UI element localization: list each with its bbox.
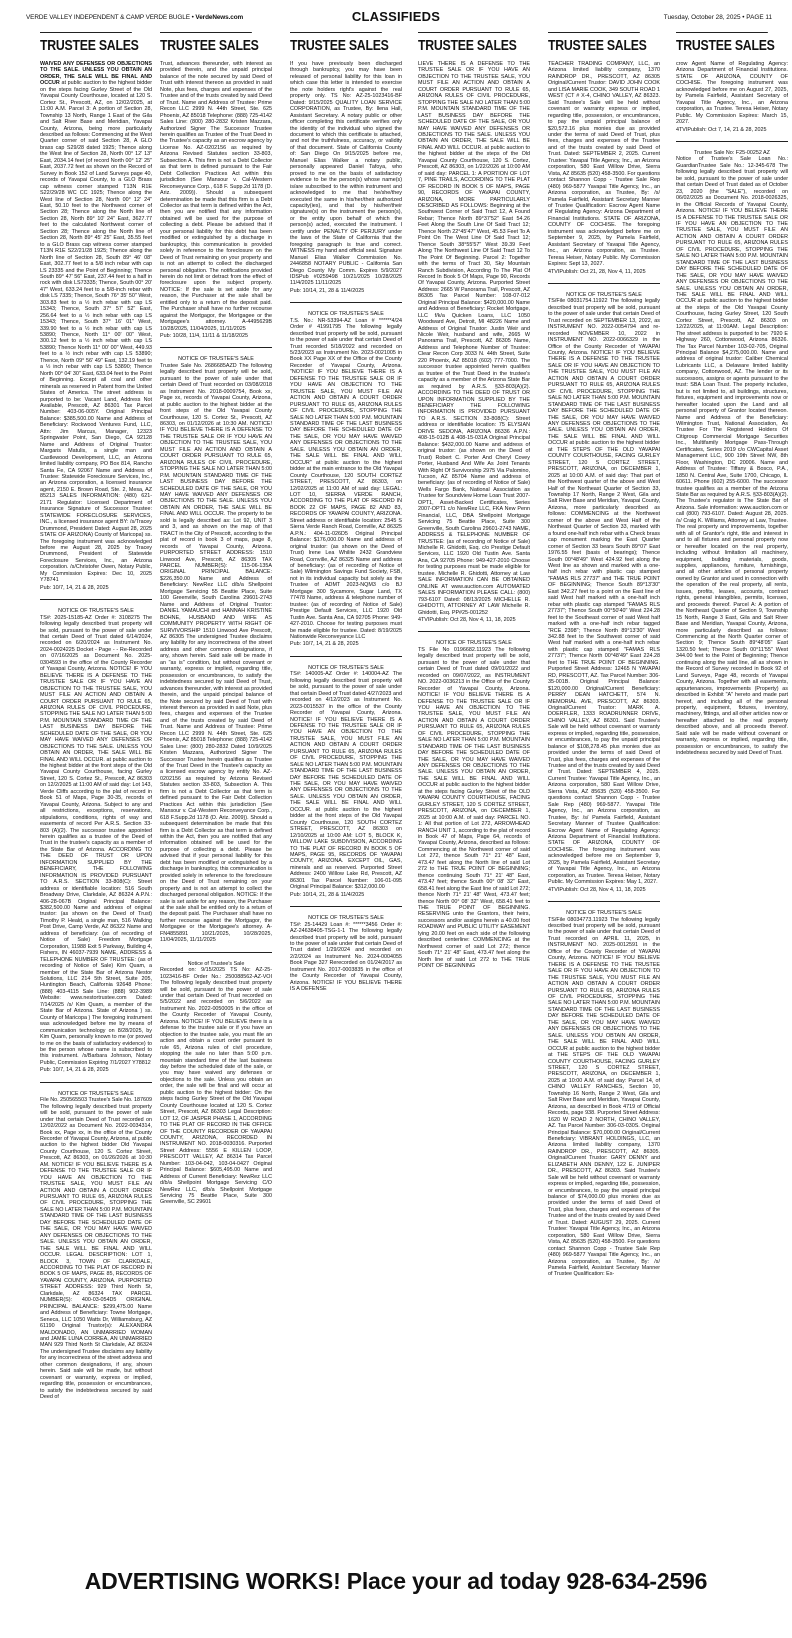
notice-text (160, 967, 272, 1206)
notice-body: LIEVE THERE IS A DEFENSE TO THE TRUSTEE SALE OR IF YOU HAVE AN OBJECTION TO THE TRUSTEE SALE, YOU MUST FILE AN ACTION AND OBTAIN A COURT ORDER PURSUANT TO RULE 65, ARIZONA RULES OF CIVIL PROCEDURE, STOPPING THE SALE NO LATER THAN 5:00 P.M. MOUNTAIN STANDARD TIME OF THE LAST BUSINESS DAY BEFORE THE SCHEDULED DATE OF THE SALE, OR YOU MAY HAVE WAIVED ANY DEFENSES OR OBJECTIONS TO THE SALE. UNLESS YOU OBTAIN AN ORDER, THE SALE WILL BE FINAL AND WILL OCCUR. at public auction to the highest bidder at the steps of the Old Yavapai County Courthouse, 120 S. Cortez, Prescott, AZ 86303, on 1/22/2026 at 10:00 AM of said day: PARCEL 1: A PORTION OF LOT 7, PINE TRAILS, ACCORDING TO THE PLAT OF RECORD IN BOOK 5 OF MAPS, PAGE 90, RECORDS OF YAVAPAI COUNTY, ARIZONA, MORE PARTICULARLY DESCRIBED AS FOLLOWS: Beginning at the Southwest Corner of Said Tract 12, A Found Rebar; Thence North 89°37'52" East 54.26 Feet Along the South Line Of Said Tract 12; Thence North 22°45'47" West, 45.53 Feet To A Point On The West Line Of Said Tract 12; Thence South 38°55'57" West 39.39 Feet Along The Northwest Line Of Said Tract 12 To The Point Of Beginning. Parcel 2: Together with the terms of Tract 30, Sky Mountain Ranch Subdivision, According To The Plat Of Record In Book 5 Of Maps, Page 90, Records Of Yavapai County, Arizona. Purported Street Address: 2665 W Panorama Trail, Prescott, AZ 86305 Tax Parcel Number: 108-07-012 Original Principal Balance: $420,000.00 Name and Address of Beneficiary: Rocket Mortgage, LLC f/k/a Quicken Loans, LLC 1050 Woodward Ave, Detroit, MI 48226 Name and Address of Original Trustor: Justin Weir and Nicole Weir, husband and wife, 2665 W Panorama Trail, Prescott, AZ 86305 Name, Address and Telephone Number of Trustee: Clear Recon Corp 3033 N. 44th Street, Suite 220 Phoenix, AZ 85018 (602) 777-7000. The successor trustee appointed herein qualifies as trustee of the Trust Deed in the trustee's capacity as a member of the Arizona State Bar as required by A.R.S. §33-803(A)(2). ACCORDING TO THE DEED OF TRUST OR UPON INFORMATION SUPPLIED BY THE BENEFICIARY THE FOLLOWING INFORMATION IS PROVIDED PURSUANT TO A.R.S. SECTION 33-808(C): Street address or identifiable location: 75 ELYSIAN DRIVE SEDONA, ARIZONA 86336 A.P.N.: 408-15-012B & 408-15-031A Original Principal Balance: $432,000.00 Name and address of original trustor: (as shown on the Deed of Trust) Robert C. Porter And Cheryl Covey Porter, Husband And Wife As Joint Tenants With Right Of Survivorship 2975 Via Palomino, Tucson, AZ 85704 Name and address of beneficiary: (as of recording of Notice of Sale) Wells Fargo Bank, National Association as Trustee for Soundview Home Loan Trust 2007-OPT1, Asset-Backed Certificates, Series 2007-OPT1 c/o NewRez LLC, FKA New Penn Financial, LLC, DBA Shellpoint Mortgage Servicing 75 Beattie Place, Suite 300 Greenville, South Carolina 29601-2743 NAME, ADDRESS & TELEPHONE NUMBER OF TRUSTEE: (as of recording of Notice of Sale) Michelle R. Ghidotti, Esq. c/o Prestige Default Services, LLC 1920 Old Tustin Ave. Santa Ana, CA 92705 Phone: 949-427-2010 Choose for testing purposes must be made eligible for trustee. Michelle R. Ghidotti, Attorney at Law SALE INFORMATION CAN BE OBTAINED ONLINE AT www.auction.com AUTOMATED SALES INFORMATION PLEASE CALL: (800) 793-6107 Dated: 08/13/2025 MICHELLE R. GHIDOTTI, ATTORNEY AT LAW Michelle R. Ghidotti, Esq. PP#25-001252 (418, 61, 530, 616)
notice-title: NOTICE OF TRUSTEE'S SALE (58, 608, 134, 615)
notice-text (418, 647, 530, 970)
column-body (676, 61, 788, 757)
legal-notice (160, 61, 272, 339)
legal-notice (160, 356, 272, 943)
site-link[interactable]: VerdeNews.com (195, 14, 244, 21)
column-body (290, 61, 402, 993)
publication-dates: Pub: 10/14, 21, 28 & 11/4/2025 (290, 891, 365, 898)
legal-notice (548, 292, 660, 893)
publication-dates: 4TVIPublish: Oct 21, 28, Nov 4, 11, 2025 (548, 268, 646, 275)
notice-text (40, 1097, 152, 1400)
notice-body: TS#: 140005-AZ Order #: 140004-AZ The following legally described trust property will be sold, pursuant to the power of sale under that certain Deed of Trust dated 4/27/2023 and recorded on 4/12/2023 as Instrument No. 2023-0015537 in the office of the County Recorder of Yavapai County, Arizona. NOTICE! IF YOU BELIEVE THERE IS A DEFENSE TO THE TRUSTEE SALE OR IF YOU HAVE AN OBJECTION TO THE TRUSTEE SALE, YOU MUST FILE AN ACTION AND OBTAIN A COURT ORDER PURSUANT TO RULE 65, ARIZONA RULES OF CIVIL PROCEDURE, STOPPING THE SALE NO LATER THAN 5:00 P.M. MOUNTAIN STANDARD TIME OF THE LAST BUSINESS DAY BEFORE THE SCHEDULED DATE OF THE SALE, OR YOU MAY HAVE WAIVED ANY DEFENSES OR OBJECTIONS TO THE SALE. UNLESS YOU OBTAIN AN ORDER, THE SALE WILL BE FINAL AND WILL OCCUR. at public auction to the highest bidder at the front steps of the Old Yavapai County Courthouse, 120 SOUTH CORTEZ STREET, PRESCOTT, AZ 86303 on 12/10/2025 at 10:00 AM: LOT 5, BLOCK K, WILLOW LAKE SUBDIVISION, ACCORDING TO THE PLAT OF RECORD IN BOOK 5 OF MAPS, PAGE 95, RECORDS OF YAVAPAI COUNTY, ARIZONA. EXCEPT OIL, GAS, minerals and as reserved. Purported Street Address: 2400 Willow Lake Rd, Prescott, AZ 86301 Tax Parcel Number: 106-01-095 Original Principal Balance: $312,000.00 (290, 671, 402, 891)
column-1 (40, 32, 152, 1572)
notice-body: If you have previously been discharged through bankruptcy, you may have been released of personal liability for this loan in which case this letter is intended to exercise the note holders right's against the real property only. TS No: AZ-25-1023416-BF Dated: 9/15/2025 QUALITY LOAN SERVICE CORPORATION, as Trustee, By: Ilena Hall, Assistant Secretary. A notary public or other officer completing this certificate verifies only the identity of the individual who signed the document to which this certificate is attached, and not the truthfulness, accuracy, or validity of that document. State of California County of: San Diego On 9/15/2025 before me, Manuel Elias Walker a notary public, personally appeared Daniel Tafoya, who proved to me on the basis of satisfactory evidence to be the person(s) whose name(s) is/are subscribed to the within instrument and acknowledged to me that he/she/they executed the same in his/her/their authorized capacity(ies), and that by his/her/their signature(s) on the instrument the person(s), or the entity upon behalf of which the person(s) acted, executed the instrument. I certify under PENALTY OF PERJURY under the laws of the State of California that the foregoing paragraph is true and correct. WITNESS my hand and official seal. Signature Manuel Elias Walker Commission No. 2446858 NOTARY PUBLIC - California San Diego County My Comm. Expires 5/9/2027 IDSPub #0259498 10/21/2025 10/28/2025 11/4/2025 11/11/2025 (290, 61, 402, 287)
notice-body: File No. 250565503 Trustee's Sale No. 187609 The following legally described trust property will be sold, pursuant to the power of sale under that certain Deed of Trust recorded on 12/02/2022 as Document No. 2022-0034314, Book xx, Page xx, in the office of the County Recorder of Yavapai County, Arizona, at public auction to the highest bidder Old Yavapai County Courthouse, 120 S. Cortez Street, Prescott, AZ 86303, on 01/26/2026 at 10:30 AM. NOTICE! IF YOU BELIEVE THERE IS A DEFENSE TO THE TRUSTEE SALE OR IF YOU HAVE AN OBJECTION TO THE TRUSTEE SALE, YOU MUST FILE AN ACTION AND OBTAIN A COURT ORDER PURSUANT TO RULE 65, ARIZONA RULES OF CIVIL PROCEDURE, STOPPING THE SALE NO LATER THAN 5:00 P.M. MOUNTAIN STANDARD TIME OF THE LAST BUSINESS DAY BEFORE THE SCHEDULED DATE OF THE SALE, OR YOU MAY HAVE WAIVED ANY DEFENSES OR OBJECTIONS TO THE SALE. UNLESS YOU OBTAIN AN ORDER, THE SALE WILL BE FINAL AND WILL OCCUR. LEGAL DESCRIPTION: LOT 1, BLOCK 3, TOWN OF CLARKDALE, ACCORDING TO THE PLAT OF RECORD IN BOOK 5 OF MAPS, PAGE 85, RECORDS OF YAVAPAI COUNTY, ARIZONA. PURPORTED STREET ADDRESS: 929 Third North St, Clarkdale, AZ 86324 TAX PARCEL NUMBER(S): 400-03-054D5 ORIGINAL PRINCIPAL BALANCE: $299,475.00 Name and Address of Beneficiary: Towne Mortgage, Seneca, LLC 1050 Watts Dr, Williamsburg, AZ 61190 Original Trustor(s): ALEXANDRA MALDONADO, AN UNMARRIED WOMAN and JAMIE LUNA CORREA, AN UNMARRIED MAN 929 Third North St Clarkdale, AZ 86324 The undersigned Trustee disclaims any liability for any incorrectness of the street address and other common designations, if any, shown herein. Said sale will be made, but without covenant or warranty, express or implied, regarding title, possession or encumbrances, to satisfy the indebtedness secured by said Deed of (40, 1097, 152, 1401)
notice-title: NOTICE OF TRUSTEE'S SALE (58, 1090, 134, 1097)
legal-notice (40, 61, 152, 591)
advertising-banner: ADVERTISING WORKS! Place your ad today 928-634-2596 (84, 1568, 708, 1594)
legal-notice (418, 61, 530, 623)
notice-body: Notice of Trustee's Sale Loan No.: GuardianTrustee Sale No.: 12-345-678 The following legally described trust property will be sold, pursuant to the power of sale under that certain Deed of Trust dated as of October 23, 2020 (the "SALE"), recorded on 06/02/2025 as Document No. 2018-0026325, in the Official Records of Yavapai County, Arizona. NOTICE! IF YOU BELIEVE THERE IS A DEFENSE TO THE TRUSTEE SALE OR IF YOU HAVE AN OBJECTION TO THE TRUSTEE SALE, YOU MUST FILE AN ACTION AND OBTAIN A COURT ORDER PURSUANT TO RULE 65, ARIZONA RULES OF CIVIL PROCEDURE, STOPPING THE SALE NO LATER THAN 5:00 P.M. MOUNTAIN STANDARD TIME OF THE LAST BUSINESS DAY BEFORE THE SCHEDULED DATE OF THE SALE, OR YOU MAY HAVE WAIVED ANY DEFENSES OR OBJECTIONS TO THE SALE. UNLESS YOU OBTAIN AN ORDER, THE SALE WILL BE FINAL AND WILL OCCUR at public auction to the highest bidder at the steps of the Old Yavapai County Courthouse, facing Gurley Street, 120 South Cortez Street, Prescott, AZ 86303 on 12/22/2025, at 11:00AM. Legal Description: The street address is purported to be: 7920 E Highway 260, Cottonwood, Arizona 86326. The Tax Parcel Number 103-02-705, Original Principal Balance $4,275,000.00. Name and address of original trustor: Caliber Chemical Lubricants LLC, a Delaware limited liability company, Cottonwood, AZ. The lender or its successors, assigns or agents pursuant to the trust: SBA Loan Trust. The property includes, but is not limited to, all buildings, structures, fixtures, equipment and improvements now or hereafter located upon the Land and all personal property of Grantor located thereon. Name and Address of the Beneficiary: Wilmington Trust, National Association, As Trustee For The Registered Holders Of Citigroup Commercial Mortgage Securities Inc., Multifamily Mortgage Pass-Through Certificates, Series 2019 c/o CWCapital Asset Management LLC, 900 19th Street NW, 8th Floor, Washington, DC 20006. Name and Address of Trustee: Tiffany & Bosco, P.A., 1850 N. Central Ave, Suite 1700, Chicago, IL 60611. Phone (602) 255-6000. The successor trustee qualifies as a member of the Arizona State Bar as required by A.R.S. §33-803(A)(2). The Trustee's regulator is The State Bar of Arizona. Sale information: www.auction.com or call (800) 793-6107. Dated: August 28, 2025. /s/ Craig K. Williams, Attorney at Law, Trustee. The real property and improvements, together with all of Grantor's right, title and interest in and to all fixtures and personal property now or hereafter located on the real property, including without limitation all machinery, equipment, building materials, goods, supplies, appliances, furniture, furnishings, and all other articles of personal property owned by Grantor and used in connection with the operation of the real property, all rents, issues, profits, leases, accounts, contract rights, general intangibles, permits, licenses, and proceeds thereof. Parcel A: A portion of the Northeast Quarter of Section 9, Township 15 North, Range 3 East, Gila and Salt River Base and Meridian, Yavapai County, Arizona, more particularly described as follows: Commencing at the North Quarter corner of Section 9; Thence South 89°48'05" East 1320.50 feet; Thence South 00°11'55" West 344.00 feet to the Point of Beginning; Thence continuing along the said line, all as shown in the Record of Survey recorded in Book 92 of Land Surveys, Page 48, records of Yavapai County, Arizona. Together with all easements, appurtenances, improvements (Property) as described in Exhibit "A" hereto and made part hereof, and including all of the personal property, equipment, fixtures, inventory, machinery, fittings, and all other articles now or hereafter attached to the real property described above, and all proceeds thereof. Said sale will be made without covenant or warranty, express or implied, regarding title, possession or encumbrances, to satisfy the indebtedness secured by said Deed of Trust. (676, 156, 788, 757)
notice-text (290, 671, 402, 890)
notice-text (290, 318, 402, 641)
notice-divider (290, 302, 402, 303)
legal-notice (548, 61, 660, 275)
notice-divider (290, 906, 402, 907)
trustee-sales-columns (40, 32, 792, 1572)
legal-notice (160, 961, 272, 1206)
notice-title: NOTICE OF TRUSTEE'S SALE (178, 356, 254, 363)
notice-body: TS/File 08031754.11922 The following legally described trust property will be sold, pursuant to the power of sale under that certain Deed of Trust recorded on SEPTEMBER 13, 2022, as INSTRUMENT NO. 2022-0054794 and re-recorded NOVEMBER 10, 2022 in INSTRUMENT NO. 2022-0066329 in the Office of the County Recorder of YAVAPAI County, Arizona. NOTICE! IF YOU BELIEVE THERE IS A DEFENSE TO THE TRUSTEE SALE OR IF YOU HAVE AN OBJECTION TO THE TRUSTEE SALE, YOU MUST FILE AN ACTION AND OBTAIN A COURT ORDER PURSUANT TO RULE 65, ARIZONA RULES OF CIVIL PROCEDURE, STOPPING THE SALE NO LATER THAN 5:00 P.M. MOUNTAIN STANDARD TIME OF THE LAST BUSINESS DAY BEFORE THE SCHEDULED DATE OF THE SALE, OR YOU MAY HAVE WAIVED ANY DEFENSES OR OBJECTIONS TO THE SALE. UNLESS YOU OBTAIN AN ORDER, THE SALE WILL BE FINAL AND WILL OCCUR at public auction to the highest bidder at THE STEPS OF THE OLD YAVAPAI COUNTY COURTHOUSE, FACING GURLEY STREET, 120 S CORTEZ STREET, PRESCOTT, ARIZONA, on DECEMBER 1, 2025 at 10:00 A.M. of said day: That part of the Northwest quarter of the above and West Half of the Northeast Quarter of Section 33, Township 17 North, Range 2 West, Gila and Salt River Base and Meridian, Yavapai County, Arizona, more particularly described as follows: COMMENCING at the Northwest corner of the above and West Half of the Northeast Quarter of Section 33, marked with a found one-half inch rebar with a Check brass cap monument marking the East Quarter corner of Section 33 bears South 89°07' East 1976.55 feet (basis of bearings); Thence South 00°48'49" West 424.92 feet along the West line as shown and marked with a one-half inch rebar with plastic cap stamped "FAMAS RLS 27737" and THE TRUE POINT OF BEGINNING; Thence South 89°13'30" East 342.27 feet to a point on the East line of said West half marked with a one-half inch rebar with plastic cap stamped "FAMAS RLS 27737"; Thence South 00°50'40" West 224.28 feet to the Southeast corner of said West half marked with a one-half inch rebar tagged "RCE 2398"; Thence North 89°13'30" West 342.88 feet to the Southwest corner of said West half marked with a one-half inch rebar with plastic cap stamped "FAMAS RLS 27737"; Thence North 00°48'49" East 224.28 feet to THE TRUE POINT OF BEGINNING. Purported Street Address: 12465 N YAVAPAI RD, PRESCOTT, AZ. Tax Parcel Number: 306-35-001B. Original Principal Balance: $120,000.00 Original/Current Beneficiary: PERRY DEAN HATCHETT, 574 N. MEMORIAL AVE, PRESCOTT, AZ 86303. Original/Current Trustor: MARK A. DOERFLER, 1333 ROADRUNNER DRIVE, CHINO VALLEY, AZ 86301. Said Trustee's Sale will be held without covenant or warranty express or implied, regarding title, possession, or encumbrances, to pay the unpaid principal balance of $108,278.45 plus monies due as provided under the terms of said Deed of Trust, plus fees, charges and expenses of the Trustee and of the trusts created by said Deed of Trust. Dated: SEPTEMBER 4, 2025. Current Trustee: Yavapai Title Agency, Inc., an Arizona corporation, 580 East Willow Drive, Sierra Vista, AZ 85635 (520) 458-3500. For questions contact Shannon Copp - Trustee Sale Rep (480) 969-5877. Yavapai Title Agency, Inc., an Arizona corporation, as Trustee, By: /s/ Pamela Fairfield, Assistant Secretary Manner of Trustee Qualification: Escrow Agent Name of Regulating Agency: Arizona Department of Financial Institutions. STATE OF ARIZONA, COUNTY OF COCHISE. The foregoing instrument was acknowledged before me on September 9, 2025, by Pamela Fairfield, Assistant Secretary of Yavapai Title Agency, Inc., an Arizona corporation, as Trustee. Teresa Heiser, Notary Public. My Commission Expires: May 1, 2027. (548, 298, 660, 886)
legal-notice (290, 311, 402, 648)
notice-text (40, 615, 152, 1067)
notice-text (290, 922, 402, 993)
notice-text (160, 363, 272, 944)
notice-text (676, 61, 788, 126)
notice-text (40, 61, 152, 584)
column-heading: TRUSTEE SALES (676, 32, 768, 61)
legal-notice (676, 150, 788, 757)
publication-dates: Pub: 10/7, 14, 21 & 28, 2025 (290, 641, 359, 648)
section-title: CLASSIFIEDS (351, 9, 441, 24)
paper-title: VERDE VALLEY INDEPENDENT & CAMP VERDE BUGLE (26, 14, 190, 21)
column-body (548, 61, 660, 1278)
notice-title: Notice of Trustee's Sale (187, 960, 245, 967)
notice-divider (160, 952, 272, 953)
column-3 (290, 32, 402, 1572)
notice-title: NOTICE OF TRUSTEE'S SALE (566, 910, 642, 917)
column-body (418, 61, 530, 970)
notice-text (676, 156, 788, 756)
notice-text (290, 61, 402, 287)
legal-notice (290, 665, 402, 898)
notice-divider (290, 656, 402, 657)
publication-dates: 4TVIPublish: Oct 7, 14, 21 & 28, 2025 (676, 126, 767, 133)
publication-dates: Pub: 10/7, 14, 21 & 28, 2025 (40, 584, 109, 591)
column-6 (676, 32, 788, 1572)
notice-body: Trust, advances thereunder, with interest as provided therein, and the unpaid principal balance of the note secured by said Deed of Trust with interest thereon as provided in said Note, plus fees, charges and expenses of the Trustee and of the trusts created by said Deed of Trust. Name and Address of Trustee: Prime Recon LLC 2999 N. 44th Street, Ste. 625 Phoenix, AZ 85018 Telephone: (888) 725-4142 Sales Line: (800) 280-2832 Kristen Mazzara, Authorized Signer The Successor Trustee herein qualifies as Trustee of the Trust Deed in the Trustee's capacity as an escrow agency by License No. AZ-0202156 as required by Arizona Revised Statutes section 33-803, Subsection A. This firm is not a Debt Collector as that term is defined pursuant to the Fair Debt Collection Practices Act within this jurisdiction (See Mansour v. Cal-Western Reconveyance Corp., 618 F. Supp.2d 1178 (D. Ariz. 2009)). Should a subsequent determination be made that this firm is a Debt Collector as that term is defined within the Act, then you are notified that any information obtained will be used for the purpose of collecting a debt. Please be advised that if your personal liability for this debt has been modified or extinguished by a discharge in bankruptcy, this communication is provided solely in reference to the foreclosure on the Deed of Trust remaining on your property and is not an attempt to collect the discharged personal obligation. The notifications provided herein do not limit or detract from the effect of foreclosure upon the subject property. NOTICE: If the sale is set aside for any reason, the Purchaser at the sale shall be entitled only to a return of the deposit paid. The Purchaser shall have no further recourse against the Mortgagor, the Mortgagee or the Mortgagee's attorney. A-4495629B 10/28/2025, 11/04/2025, 11/11/2025 (160, 61, 272, 332)
notice-text (548, 61, 660, 268)
legal-notice (290, 61, 402, 294)
notice-title: NOTICE OF TRUSTEE'S SALE (308, 664, 384, 671)
date-page: Tuesday, October 28, 2025 • PAGE 11 (663, 14, 772, 21)
notice-body: TEACHER TRADING COMPANY, LLC, an Arizona limited liability company, 1370 RAINDROP DR., PRESCOTT, AZ 86305 Original/Current Trustor: DAVID JOHN COOK and LISA MARIE COOK, 349 SOUTH ROAD 1 WEST (CT # X-4, CHINO VALLEY, AZ 86323. Said Trustee's Sale will be held without covenant or warranty express or implied, regarding title, possession, or encumbrances, to pay the unpaid principal balance of $20,572.16 plus monies due as provided under the terms of said Deed of Trust, plus fees, charges and expenses of the Trustee and of the trusts created by said Deed of Trust. Dated: SEPTEMBER 2, 2025. Current Trustee: Yavapai Title Agency, Inc., an Arizona corporation, 580 East Willow Drive, Sierra Vista, AZ 85635 (520) 458-3500. For questions contact Shannon Copp - Trustee Sale Rep (480) 969-5877 Yavapai Title Agency, Inc., an Arizona corporation, as Trustee, By: /s/ Pamela Fairfield, Assistant Secretary Manner of Trustee Qualification: Escrow Agent Name of Regulating Agency: Arizona Department of Financial Institutions. STATE OF ARIZONA, COUNTY OF COCHISE. The foregoing instrument was acknowledged before me on September 9, 2025, by Pamela Fairfield, Assistant Secretary of Yavapai Title Agency, Inc., an Arizona corporation, as Trustee. Teresa Heiser, Notary Public. My Commission Expires: Sept 13, 2027. (548, 61, 660, 268)
notice-body: at public auction to the highest bidder on the steps facing Gurley Street of the Old Yavapai County Courthouse, located at 120 S. Cortez St., Prescott, AZ, on 12/02/2025, at 11:00 A.M. Parcel 3: A portion of Section 28, Township 13 North, Range 1 East of the Gila and Salt River Base and Meridian, Yavapai County, Arizona, being more particularly described as follows: Commencing at the West Quarter corner of said Section 28, A GLO brass cap S29/28 dated 1925; Thence along the West line of Section 28, North 00° 12' 13" East, 2034.14 feet (of record North 00° 12' 25" East, 2037.72 feet as shown on the Record of Survey in Book 152 of Land Surveys page 40, records of Yavapai County, to a GLO Brass cap witness corner stamped T13N R1E S22/29/28 WC CC 1925; Thence along the West line of Section 28, North 00° 12' 24" East, 50.10 feet to the Northwest corner of Section 28; Thence along the North line of Section 28, North 89° 10' 24" East, 3627.77 feet to the calculated Northwest corner of Section 28; Thence along the North line of Section 28, North 89° 45' 25" East, 35.55 feet to a GLO Brass cap witness corner stamped T13N R1E S22/21/28 1925; Thence along the North line of Section 28, South 89° 46' 08" East, 302.77 feet to a 5/8 inch rebar with cap LS 23335 and the Point of Beginning; Thence South 89° 47' 56" East, 237.44 feet to a half in rock with disk LS73335; Thence, South 00° 20' 47" West, 633.24 feet to a 5/8-inch rebar with disk LS 7335; Thence, South 76° 35' 50" West, 303.83 feet to a ½ inch rebar with cap LS 15343; Thence, South 37° 57' 52" East, 256.64 feet to a ½ inch rebar with cap LS 15343; Thence, South 37° 16' 01" West, 339.90 feet to a ½ inch rebar with cap LS 53890; Thence, North 11° 00' 00" West, 300.12 feet to a ½ inch rebar with cap LS 53890; Thence North 11° 00' 00" West, 449.93 feet to a ½ inch rebar with cap LS 53890; Thence, North 09° 56' 49" East, 132.19 feet to a ½ inch rebar with cap LS 53890; Thence North 00° 04' 30" East, 633.04 feet to the Point of Beginning. Except all coal and other minerals as reserved in Patent from the United States of America. The street address is purported to be: Vacant Land, Address Not Available, Prescott, AZ 86301 Tax Parcel Number: 403-06-005Y. Original Principal Balance: $385,500.00 Name and Address of Beneficiary: Rockwood Ventures Fund, LLC, Attn: Jim Marcus, Manager, 12323 Springwater Point, San Diego, CA 92128 Name and Address of Original Trustor: Margaris Matulis, a single man and Castlewood Development, LLC, an Arizona limited liability company, PO Box 814, Rancho Santa Fe, CA 92067 Name and Address of Trustee: Statewide Foreclosure Services, Inc., an Arizona corporation, a licensed insurance agent, 2150 E. Brown Road, Ste. 2, Mesa, AZ 85213 SALES INFORMATION: (480) 621-2171 Regulator: Licensed Department of Insurance Signature of Successor Trustee: STATEWIDE FORECLOSURE SERVICES, INC., a licensed insurance agent BY: /s/Tracey Drummond, President Dated: August 28, 2025 STATE OF ARIZONA) County of Maricopa) ss. The foregoing instrument was acknowledged before me August 28, 2025 by Tracey Drummond, President of Statewide Foreclosure Services, Inc., an Arizona corporation. /s/Christofer Owen, Notary Public, My Commission Expires: Dec 10, 2025 Y78741 (40, 80, 152, 584)
notice-body: Trustee Sale No. 2686685AZD The following legally described trust property will be sold, pursuant to the power of sale under that certain Deed of Trust recorded on 03/08/2018 as Instrument No. 2018-0009754, Book xx, Page xx, records of Yavapai County, Arizona, at public auction to the highest bidder at the front steps of the Old Yavapai County Courthouse, 120 S. Cortez St., Prescott, AZ 86303, on 01/12/2026 at 10:30 AM. NOTICE! IF YOU BELIEVE THERE IS A DEFENSE TO THE TRUSTEE SALE OR IF YOU HAVE AN OBJECTION TO THE TRUSTEE SALE, YOU MUST FILE AN ACTION AND OBTAIN A COURT ORDER PURSUANT TO RULE 65, ARIZONA RULES OF CIVIL PROCEDURE, STOPPING THE SALE NO LATER THAN 5:00 P.M. MOUNTAIN STANDARD TIME OF THE LAST BUSINESS DAY BEFORE THE SCHEDULED DATE OF THE SALE, OR YOU MAY HAVE WAIVED ANY DEFENSES OR OBJECTIONS TO THE SALE. UNLESS YOU OBTAIN AN ORDER, THE SALE WILL BE FINAL AND WILL OCCUR. The property to be sold is legally described as: Lot 92, UNIT 3 and 3, and as shown on the map of that TRACT in the City of Prescott, according to the plat of record in book 3 of maps, page 8, records of Yavapai County, Arizona. PURPORTED STREET ADDRESS: 1510 Linwood Ave, Prescott, AZ 86305 TAX PARCEL NUMBER(S): 115-06-135A ORIGINAL PRINCIPAL BALANCE: $226,350.00 Name and Address of Beneficiary: NewRez LLC d/b/a Shellpoint Mortgage Servicing 55 Beattie Place, Suite 100 Greenville, South Carolina 29601-2743 Name and Address of Original Trustor: DANIEL YAMAUCHI and HANNAH KRISTINE BOHNE, HUSBAND AND WIFE AS COMMUNITY PROPERTY WITH RIGHT OF SURVIVORSHIP 1510 Linwood Ave Prescott, AZ 86305 The undersigned Trustee disclaims any liability for any incorrectness of the street address and other common designations, if any, shown herein. Said sale will be made in an "as is" condition, but without covenant or warranty, express or implied, regarding title, possession or encumbrances, to satisfy the indebtedness secured by said Deed of Trust, advances thereunder, with interest as provided therein, and the unpaid principal balance of the Note secured by said Deed of Trust with interest thereon as provided in said Note, plus fees, charges and expenses of the Trustee and of the trusts created by said Deed of Trust. Name and Address of Trustee: Prime Recon LLC 2999 N. 44th Street, Ste. 625 Phoenix, AZ 85018 Telephone: (888) 725-4142 Sales Line: (800) 280-2832 Dated 10/9/2025 Kristen Mazzara, Authorized Signer The Successor Trustee herein qualifies as Trustee of the Trust Deed in the Trustee's capacity as a licensed escrow agency by entity No. AZ-0202156 as required by Arizona Revised Statutes section 33-803, Subsection A. This firm is not a Debt Collector as that term is defined pursuant to the Fair Debt Collection Practices Act within this jurisdiction (See Mansour v. Cal-Western Reconveyance Corp., 618 F.Supp.2d 1178 (D. Ariz. 2009)). Should a subsequent determination be made that this firm is a Debt Collector as that term is defined within the Act, then you are notified that any information obtained will be used for the purpose of collecting a debt. Please be advised that if your personal liability for this debt has been modified or extinguished by a discharge in bankruptcy, this communication is provided solely in reference to the foreclosure on the Deed of Trust remaining on your property and is not an attempt to collect the discharged personal obligation. NOTICE: If the sale is set aside for any reason, the Purchaser at the sale shall be entitled only to a return of the deposit paid. The Purchaser shall have no further recourse against the Mortgagor, the Mortgagee or the Mortgagee's attorney. A-FN4855891 10/21/2025, 10/28/2025, 11/04/2025, 11/11/2025 (160, 362, 272, 944)
notice-divider (40, 1082, 152, 1083)
column-heading: TRUSTEE SALES (40, 32, 132, 61)
legal-notice (40, 1091, 152, 1401)
column-5 (548, 32, 660, 1572)
column-4 (418, 32, 530, 1572)
notice-divider (676, 141, 788, 142)
notice-title: Trustee Sale No: F25-00252 AZ (694, 149, 770, 156)
notice-body: TS#: 2025-15185-AZ Order #: 3108275 The following legally described trust property will be sold, pursuant to the power of sale under that certain Deed of Trust dated 6/14/2024, recorded on 6/20/2024 as Instrument No. 2024-0024225 Docket - Page - - Re-Recorded on 07/16/2025 as Document No. 2025-0304593 in the office of the County Recorder of Yavapai County, Arizona. NOTICE! IF YOU BELIEVE THERE IS A DEFENSE TO THE TRUSTEE SALE OR IF YOU HAVE AN OBJECTION TO THE TRUSTEE SALE, YOU MUST FILE AN ACTION AND OBTAIN A COURT ORDER PURSUANT TO RULE 65, ARIZONA RULES OF CIVIL PROCEDURE, STOPPING THE SALE NO LATER THAN 5:00 P.M. MOUNTAIN STANDARD TIME OF THE LAST BUSINESS DAY BEFORE THE SCHEDULED DATE OF THE SALE, OR YOU MAY HAVE WAIVED ANY DEFENSES OR OBJECTIONS TO THE SALE. UNLESS YOU OBTAIN AN ORDER, THE SALE WILL BE FINAL AND WILL OCCUR. at public auction to the highest bidder at the front steps of the Old Yavapai County Courthouse, facing Gurley Street, 120 S. Cortez St., Prescott, AZ 86303 on 12/2/2025 at 11:00 AM of said day: Lot 143, Verde Cliffs according to the plat of record in Book 51 of Maps, Page 30-35, records of Yavapai County, Arizona. Subject to any and all restrictions, exceptions, reservations, stipulations, conditions, rights of way and easements of record Per A.R.S. Section 33-803 (A)(2). The successor trustee appointed herein qualifies as a trustee of the Deed of Trust in the trustee's capacity as a member of the State Bar of Arizona. ACCORDING TO THE DEED OF TRUST OR UPON INFORMATION SUPPLIED BY THE BENEFICIARY, THE FOLLOWING INFORMATION IS PROVIDED PURSUANT TO A.R.S. SECTION 33-808(C): Street address or identifiable location: 516 South Broadway Drive, Clarkdale, AZ 86324 A.P.N.: 406-28-067B Original Principal Balance: $382,500.00 Name and address of original trustor: (as shown on the Deed of Trust) Timothy P. Heald, a single man, 516 Walking Post Drive, Camp Verde, AZ 86322 Name and address of beneficiary: (as of recording of Notice of Sale) Freedom Mortgage Corporation, 11988 Exit 5 Parkway, Building 4, Fishers, IN 46037-7939 NAME, ADDRESS & TELEPHONE NUMBER OF TRUSTEE: (as of recording of Notice of Sale) Kim Quam, a member of the State Bar of Arizona Nestor Solutions, LLC 214 5th Street, Suite 205, Huntington Beach, California 92648 Phone: (888) 403-4115 Sale Line: (888) 902-3989 Website: www.nestortrustee.com Dated: 7/14/2025 /s/ Kim Quam, a member of the State Bar of Arizona. State of Arizona ) ss. County of Maricopa ) The foregoing instrument was acknowledged before me by means of communication technology on 8/28/2025, by Kim Quam, personally known to me (or proved to me on the basis of satisfactory evidence) to be the person whose name is subscribed to this instrument. /s/Barbara Johnson, Notary Public, Commission Expiring 7/1/2027 Y78812 (40, 614, 152, 1066)
column-heading: TRUSTEE SALES (548, 32, 640, 61)
notice-body: T.S. No.: NR-53394-AZ Loan # ******4/24 Order # 41991795 The following legally described trust property will be sold, pursuant to the power of sale under that certain Deed of Trust recorded 5/18/2022 and recorded on 5/23/2023 as Instrument No. 2023-0021005 in Book XX Page XX of the Office of the County Recorder of Yavapai County, Arizona. "NOTICE! IF YOU BELIEVE THERE IS A DEFENSE TO THE TRUSTEE SALE OR IF YOU HAVE AN OBJECTION TO THE TRUSTEE SALE, YOU MUST FILE AN ACTION AND OBTAIN A COURT ORDER PURSUANT TO RULE 65, ARIZONA RULES OF CIVIL PROCEDURE, STOPPING THE SALE NO LATER THAN 5:00 P.M. MOUNTAIN STANDARD TIME OF THE LAST BUSINESS DAY BEFORE THE SCHEDULED DATE OF THE SALE, OR YOU MAY HAVE WAIVED ANY DEFENSES OR OBJECTIONS TO THE SALE. UNLESS YOU OBTAIN AN ORDER, THE SALE WILL BE FINAL AND WILL OCCUR" at public auction to the highest bidder at the main entrance to the Old Yavapai County Courthouse, 120 SOUTH CORTEZ STREET, PRESCOTT, AZ 86303, on 12/02/2025 at 11:00 AM of said day: LEGAL: LOT 10, SIERRA VERDE RANCH, ACCORDING TO THE PLAT OF RECORD IN BOOK 22 OF MAPS, PAGE 82 AND 83, RECORDS OF YAVAPAI COUNTY, ARIZONA. Street address or identifiable location: 2545 S Sierra Verde Ranch Road, Cornville, AZ 86325 A.P.N.: 404-11-026D5 Original Principal Balance: $176,000.00 Name and address of original trustor: (as shown on the Deed of Trust) Irene Lea Whilite 2432 Grandview Road, Cornville, AZ 86325 Name and address of beneficiary: (as of recording of Notice of Sale) Wilmington Savings Fund Society, FSB, not in its individual capacity but solely as the Trustee of ADMT 2023-NQM3 c/o BJ Mortgage 300 Sycamore, Sugar Land, TX 77478 Name, address & telephone number of trustee: (as of recording of Notice of Sale) Prestige Default Services, LLC 1920 Old Tustin Ave. Santa Ana, CA 92705 Phone: 949-427-2010. Choose for testing purposes must be made eligible for trustee. Dated: 8/19/2025 Nationwide Reconveyance LLC (290, 317, 402, 640)
notice-divider (548, 283, 660, 284)
notice-text (418, 61, 530, 616)
publication-dates: Pub: 10/14, 21, 28 & 11/4/2025 (290, 287, 365, 294)
legal-notice (40, 608, 152, 1074)
notice-divider (418, 631, 530, 632)
legal-notice (418, 640, 530, 969)
notice-body: TS File No 0196682.11923 The following legally described trust property will be sold, pursuant to the power of sale under that certain Deed of Trust dated 09/01/2022 and recorded on 09/07/2022, as INSTRUMENT NO. 2022-0036213 in the Office of the County Recorder of Yavapai County, Arizona. NOTICE! IF YOU BELIEVE THERE IS A DEFENSE TO THE TRUSTEE SALE OR IF YOU HAVE AN OBJECTION TO THE TRUSTEE SALE, YOU MUST FILE AN ACTION AND OBTAIN A COURT ORDER PURSUANT TO RULE 65, ARIZONA RULES OF CIVIL PROCEDURE, STOPPING THE SALE NO LATER THAN 5:00 P.M. MOUNTAIN STANDARD TIME OF THE LAST BUSINESS DAY BEFORE THE SCHEDULED DATE OF THE SALE, OR YOU MAY HAVE WAIVED ANY DEFENSES OR OBJECTIONS TO THE SALE. UNLESS YOU OBTAIN AN ORDER, THE SALE WILL BE FINAL AND WILL OCCUR at public auction to the highest bidder at the steps facing Gurley Street of the OLD YAVAPAI COUNTY COURTHOUSE, FACING GURLEY STREET, 120 S CORTEZ STREET, PRESCOTT, ARIZONA, on DECEMBER 1, 2025 at 10:00 A.M. of said day: PARCEL NO. 1: All that portion of Lot 272, ARROWHEAD RANCH UNIT 1, according to the plat of record in Book 47 of Maps, Page 64, records of Yavapai County, Arizona, described as follows: Commencing at the Northwest corner of said Lot 272, thence South 71° 21' 48" East, 473.47 feet along the North line of said Lot 272 to THE TRUE POINT OF BEGINNING; thence continuing South 71° 21' 48" East, 473.47 feet; thence South 00° 08' 32" East, 658.41 feet along the East line of said Lot 272; thence North 71° 21' 48" West, 473.47 feet; thence North 00° 08' 32" West, 658.41 feet to THE TRUE POINT OF BEGINNING. RESERVING unto the Grantors, their heirs, successors and/or assigns herein a 40.00 foot ROADWAY and PUBLIC UTILITY EASEMENT lying 20.00 feet on each side of the following described centerline: COMMENCING at the Northwest corner of said Lot 272; thence South 71° 21' 48" East, 473.47 feet along the North line of said Lot 272 to THE TRUE POINT OF BEGINNING (418, 646, 530, 970)
notice-body: TS#: 25-14429 Loan #: ******3456 Order #: AZ-24638405-TSG-1-1 The following legally described trust property will be sold, pursuant to the power of sale under that certain Deed of Trust dated 1/29/2024 and recorded on 2/2/2024 as Instrument No. 2024-0004055 Book Page 327 Rerecorded on 01/24/2017 as Instrument No. 2017-0003835 in the office of the County Recorder of Yavapai County, Arizona. NOTICE! IF YOU BELIEVE THERE IS A DEFENSE (290, 921, 402, 993)
masthead (0, 0, 792, 30)
notice-title: NOTICE OF TRUSTEE'S SALE (566, 291, 642, 298)
publication-dates: Pub: 10/7, 14, 21 & 28, 2025 (40, 1067, 109, 1074)
legal-notice (548, 910, 660, 1278)
notice-divider (548, 901, 660, 902)
notice-title: NOTICE OF TRUSTEE'S SALE (436, 640, 512, 647)
notice-title: NOTICE OF TRUSTEE'S SALE (308, 915, 384, 922)
notice-body: TS/File 08034773.11923 The following legally described trust property will be sold, pursuant to the power of sale under that certain Deed of Trust recorded on APRIL 11, 2025, in INSTRUMENT NO. 2025-0012591 in the Office of the County Recorder of YAVAPAI County, Arizona. NOTICE! IF YOU BELIEVE THERE IS A DEFENSE TO THE TRUSTEE SALE OR IF YOU HAVE AN OBJECTION TO THE TRUSTEE SALE, YOU MUST FILE AN ACTION AND OBTAIN A COURT ORDER PURSUANT TO RULE 65, ARIZONA RULES OF CIVIL PROCEDURE, STOPPING THE SALE NO LATER THAN 5:00 P.M. MOUNTAIN STANDARD TIME OF THE LAST BUSINESS DAY BEFORE THE SCHEDULED DATE OF THE SALE, OR YOU MAY HAVE WAIVED ANY DEFENSES OR OBJECTIONS TO THE SALE. UNLESS YOU OBTAIN AN ORDER, THE SALE WILL BE FINAL AND WILL OCCUR at public auction to the highest bidder at THE STEPS OF THE OLD YAVAPAI COUNTY COURTHOUSE, FACING GURLEY STREET, 120 S CORTEZ STREET, PRESCOTT, ARIZONA, on DECEMBER 1, 2025 at 10:00 A.M. of said day: Parcel 14, of CHINO VALLEY RANCHES, Section 10, Township 16 North, Range 2 West, Gila and Salt River Base and Meridian, Yavapai County, Arizona, as described in Book 4719 of Official Records, page 938. Purported Street Address: 1620 W ROAD 2 NORTH, CHINO VALLEY, AZ. Tax Parcel Number: 306-03-030S. Original Principal Balance: $70,000.00 Original/Current Beneficiary: VIBRANT HOLDINGS, LLC, an Arizona limited liability company, 1370 RAINDROP DR., PRESCOTT, AZ 86305. Original/Current Trustor: GARY DENNY and ELIZABETH ANN DENNY, 122 E. JUNIPER DR., PRESCOTT, AZ 86303. Said Trustee's Sale will be held without covenant or warranty express or implied, regarding title, possession, or encumbrances, to pay the unpaid principal balance of $74,000.00 plus monies due as provided under the terms of said Deed of Trust, plus fees, charges and expenses of the Trustee and of the trusts created by said Deed of Trust. Dated: AUGUST 29, 2025. Current Trustee: Yavapai Title Agency, Inc., an Arizona corporation, 580 East Willow Drive, Sierra Vista, AZ 85635 (520) 458-3500. For questions contact Shannon Copp - Trustee Sale Rep (480) 969-5877 Yavapai Title Agency, Inc., an Arizona corporation, as Trustee, By: /s/ Pamela Fairfield, Assistant Secretary Manner of Trustee Qualification: Es- (548, 916, 660, 1278)
notice-body: Recorded on: 9/15/2025 TS No: AZ-25-1023416-BF Order No.: 250088562-AZ-VOI The following legally described trust property will be sold, pursuant to the power of sale under that certain Deed of Trust recorded on 5/5/2022 and recorded on 5/6/2022 as Instrument No. 2022-0050005 in the office of the County Recorder of Yavapai County, Arizona. NOTICE! IF YOU BELIEVE there is a defense to the trustee sale or if you have an objection to the trustee sale, you must file an action and obtain a court order pursuant to rule 65, Arizona rules of civil procedure, stopping the sale no later than 5:00 p.m. mountain standard time of the last business day before the scheduled date of the sale, or you may have waived any defenses or objections to the sale. Unless you obtain an order, the sale will be final and will occur at public auction to the highest bidder: On the steps facing Gurley Street of the Old Yavapai County Courthouse located at 120 S. Cortez Street, Prescott, AZ 86303 Legal Description: LOT 12, OF JASPER PHASE 1, ACCORDING TO THE PLAT OF RECORD IN THE OFFICE OF THE COUNTY RECORDER OF YAVAPAI COUNTY, ARIZONA, RECORDED IN INSTRUMENT NO. 2018-0030316. Purported Street Address: 5556 E KILLEN LOOP, PRESCOTT VALLEY, AZ 86314 Tax Parcel Number: 103-04-042, 103-04-0427 Original Principal Balance: $605,495.00 Name and Address of Current Beneficiary: NewRez LLC d/b/a Shellpoint Mortgage Servicing C/O NewRez LLC, d/b/a Shellpoint Mortgage Servicing 75 Beattie Place, Suite 300 Greenville, SC 29601 (160, 967, 272, 1206)
notice-divider (160, 347, 272, 348)
column-heading: TRUSTEE SALES (418, 32, 510, 61)
notice-lead: WAIVED ANY DEFENSES OR OBJECTIONS TO THE SALE. UNLESS YOU OBTAIN AN ORDER, THE SALE WILL BE FINAL AND OCCUR (40, 61, 152, 87)
notice-text (548, 298, 660, 885)
column-heading: TRUSTEE SALES (290, 32, 382, 61)
column-body (40, 61, 152, 1401)
legal-notice (290, 915, 402, 992)
notice-body: crow Agent Name of Regulating Agency: Arizona Department of Financial Institutions. STATE OF ARIZONA, COUNTY OF COCHISE. The foregoing instrument was acknowledged before me on August 27, 2025, by Pamela Fairfield, Assistant Secretary of Yavapai Title Agency, Inc., an Arizona corporation, as Trustee. Teresa Heiser, Notary Public. My Commission Expires: March 15, 2027. (676, 61, 788, 126)
notice-divider (40, 599, 152, 600)
notice-title: NOTICE OF TRUSTEE'S SALE (308, 311, 384, 318)
legal-notice (676, 61, 788, 133)
notice-text (548, 917, 660, 1278)
column-heading: TRUSTEE SALES (160, 32, 252, 61)
publication-dates: 4TVIPublish: Oct 28, Nov 4, 11, 18, 2025 (418, 616, 516, 623)
publication-dates: 4TVIPublish: Oct 28, Nov 4, 11, 18, 2025 (548, 886, 646, 893)
publication-dates: Pub: 10/28, 11/4, 11/11 & 11/18/2025 (160, 333, 249, 340)
column-2 (160, 32, 272, 1572)
notice-text (160, 61, 272, 332)
column-body (160, 61, 272, 1206)
paper-name: VERDE VALLEY INDEPENDENT & CAMP VERDE BUGLE • VerdeNews.com (26, 14, 244, 21)
